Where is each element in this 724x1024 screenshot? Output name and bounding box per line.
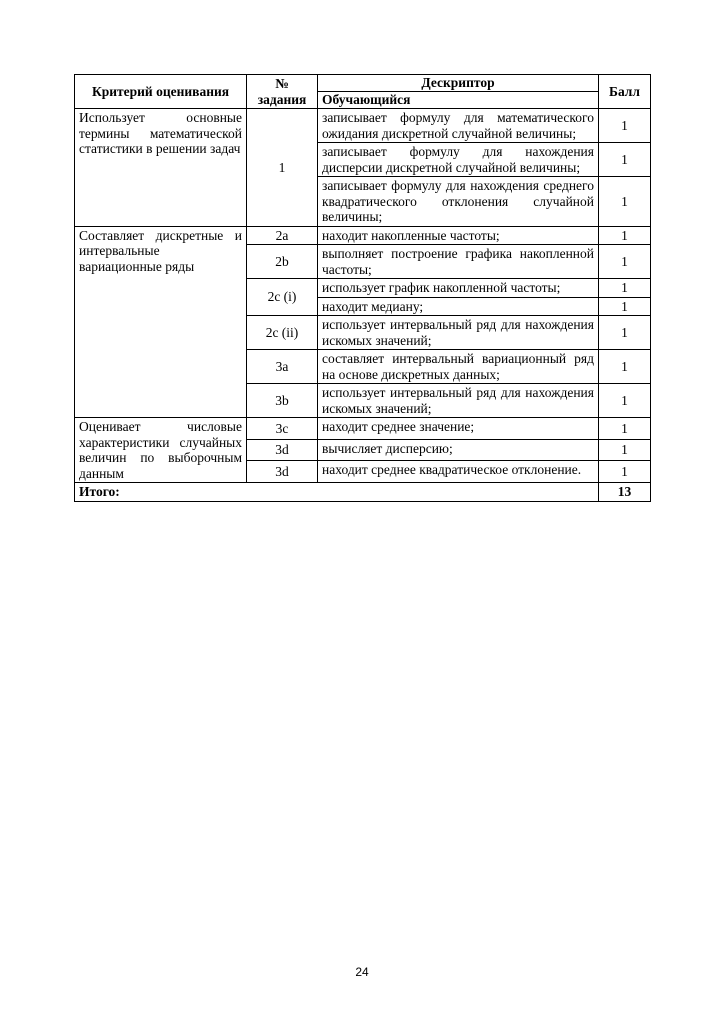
total-row — [75, 483, 651, 502]
score-cell: 1 — [599, 461, 651, 483]
descriptor-cell: находит медиану; — [318, 297, 599, 316]
descriptor-cell: находит накопленные частоты; — [318, 226, 599, 245]
header-row — [75, 75, 651, 92]
header-descriptor-sub: Обучающийся — [318, 92, 599, 109]
score-cell: 1 — [599, 297, 651, 316]
descriptor-cell: записывает формулу для нахождения среднего квадратического отклонения случайной величины; — [318, 177, 599, 227]
descriptor-cell: выполняет построение графика накопленной частоты; — [318, 245, 599, 279]
task-number-cell: 2a — [247, 226, 318, 245]
descriptor-cell: использует интервальный ряд для нахождения искомых значений; — [318, 316, 599, 350]
descriptor-cell: находит среднее квадратическое отклонение. — [318, 461, 599, 483]
total-label: Итого: — [75, 483, 599, 502]
score-cell: 1 — [599, 177, 651, 227]
header-criterion: Критерий оценивания — [75, 75, 247, 109]
score-cell: 1 — [599, 316, 651, 350]
task-number-cell: 1 — [247, 109, 318, 227]
score-cell: 1 — [599, 109, 651, 143]
criterion-cell: Использует основные термины математической статистики в решении задач — [75, 109, 247, 227]
table-row — [75, 418, 651, 440]
page-number: 24 — [355, 965, 369, 979]
score-cell: 1 — [599, 384, 651, 418]
score-cell: 1 — [599, 143, 651, 177]
score-cell: 1 — [599, 279, 651, 298]
descriptor-cell: использует график накопленной частоты; — [318, 279, 599, 298]
score-cell: 1 — [599, 418, 651, 440]
header-descriptor: Дескриптор — [318, 75, 599, 92]
task-number-cell: 3a — [247, 350, 318, 384]
score-cell: 1 — [599, 350, 651, 384]
task-number-cell: 2b — [247, 245, 318, 279]
score-cell: 1 — [599, 226, 651, 245]
task-number-cell: 2c (ii) — [247, 316, 318, 350]
score-cell: 1 — [599, 245, 651, 279]
assessment-table — [74, 74, 651, 502]
descriptor-cell: вычисляет дисперсию; — [318, 439, 599, 461]
score-cell: 1 — [599, 439, 651, 461]
descriptor-cell: записывает формулу для нахождения дисперсии дискретной случайной величины; — [318, 143, 599, 177]
task-number-cell: 3d — [247, 461, 318, 483]
header-score: Балл — [599, 75, 651, 109]
table-row — [75, 226, 651, 245]
table-row — [75, 109, 651, 143]
criterion-cell: Составляет дискретные и интервальные вариационные ряды — [75, 226, 247, 418]
descriptor-cell: находит среднее значение; — [318, 418, 599, 440]
task-number-cell: 2c (i) — [247, 279, 318, 316]
descriptor-cell: использует интервальный ряд для нахождения искомых значений; — [318, 384, 599, 418]
criterion-cell: Оценивает числовые характеристики случайных величин по выборочным данным — [75, 418, 247, 483]
task-number-cell: 3b — [247, 384, 318, 418]
descriptor-cell: составляет интервальный вариационный ряд на основе дискретных данных; — [318, 350, 599, 384]
task-number-cell: 3c — [247, 418, 318, 440]
descriptor-cell: записывает формулу для математического ожидания дискретной случайной величины; — [318, 109, 599, 143]
total-score: 13 — [599, 483, 651, 502]
task-number-cell: 3d — [247, 439, 318, 461]
header-task-number: № задания — [247, 75, 318, 109]
